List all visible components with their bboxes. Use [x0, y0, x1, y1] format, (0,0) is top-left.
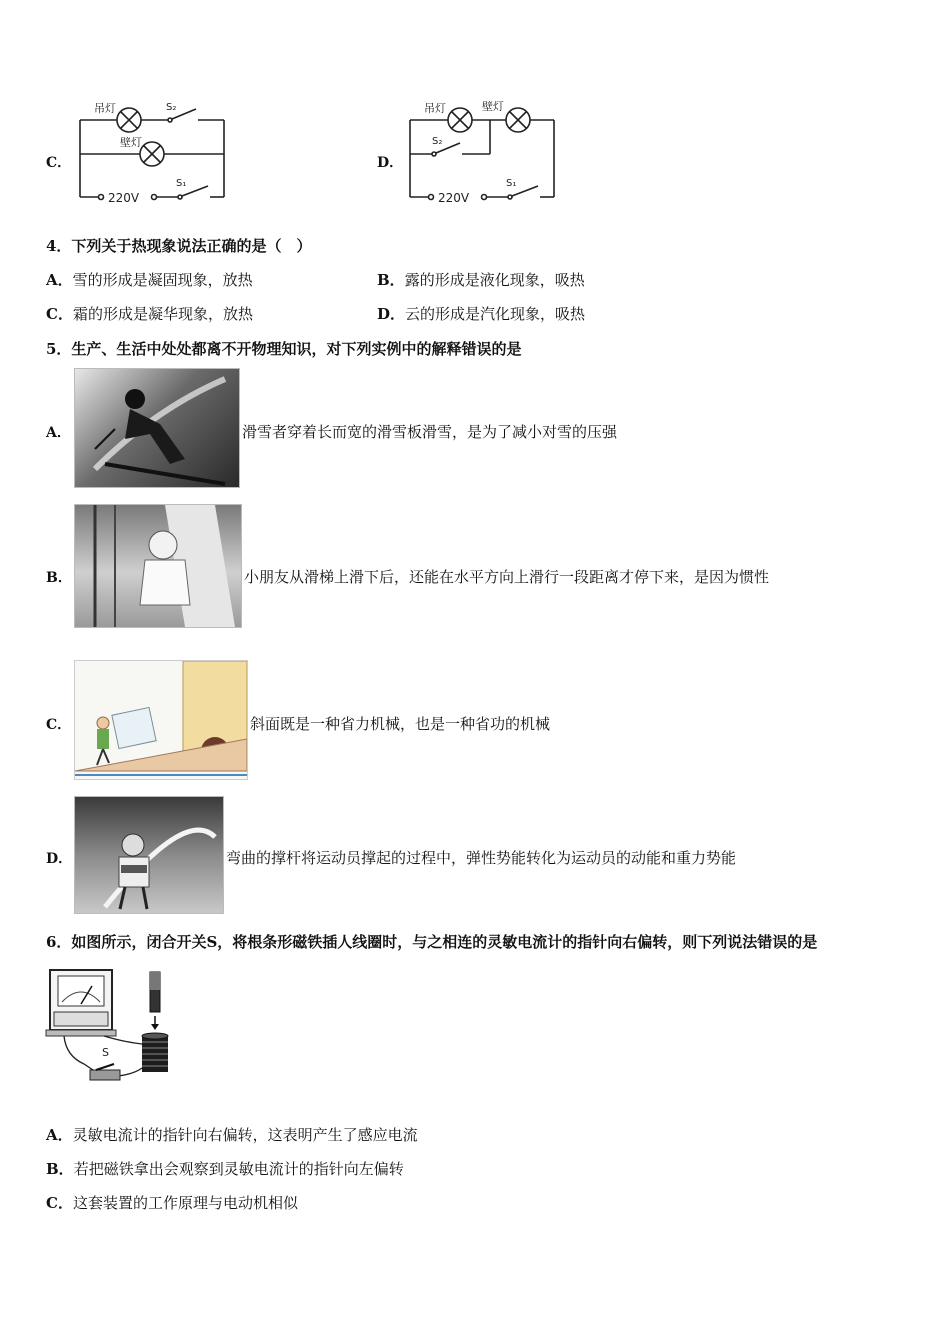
q5-option-c-text: 斜面既是一种省力机械，也是一种省功的机械	[250, 715, 551, 733]
q3c-voltage-label: 220V	[108, 191, 140, 205]
option-text: 霜的形成是凝华现象，放热	[72, 305, 253, 323]
option-letter: B．	[46, 1160, 74, 1178]
q6-induction-figure	[44, 964, 184, 1094]
option-letter: A．	[46, 1126, 73, 1144]
q4-option-b	[377, 270, 585, 290]
q3c-pendant-lamp-label: 吊灯	[94, 102, 116, 115]
q3-option-c-letter: C．	[46, 155, 72, 171]
option-text: 灵敏电流计的指针向右偏转，这表明产生了感应电流	[72, 1126, 418, 1144]
skier-photo	[74, 368, 240, 488]
q4-option-c	[46, 304, 253, 324]
q6-stem: 6．如图所示，闭合开关S，将根条形磁铁插人线圈时，与之相连的灵敏电流计的指针向右偏转，则下列说法错误的是	[46, 933, 818, 951]
q3c-wall-lamp-label: 壁灯	[120, 136, 142, 149]
q3d-pendant-lamp-label: 吊灯	[424, 102, 446, 115]
q3c-switch-s2-label: S₂	[166, 102, 177, 113]
q3d-switch-s2-label: S₂	[432, 136, 443, 147]
option-text: 这套装置的工作原理与电动机相似	[72, 1194, 298, 1212]
q5-option-d-text: 弯曲的撑杆将运动员撑起的过程中，弹性势能转化为运动员的动能和重力势能	[226, 849, 737, 867]
q3-option-d-letter: D．	[377, 155, 404, 171]
option-text: 云的形成是汽化现象，吸热	[405, 305, 586, 323]
q6-option-c	[46, 1193, 298, 1213]
option-letter: A．	[46, 271, 73, 289]
q5-stem: 5．生产、生活中处处都离不开物理知识，对下列实例中的解释错误的是	[46, 340, 522, 358]
option-letter: B．	[377, 271, 405, 289]
q4-option-a	[46, 270, 253, 290]
q3d-voltage-label: 220V	[438, 191, 470, 205]
pole-vault-photo	[74, 796, 224, 914]
q5-option-b-letter: B．	[46, 570, 72, 586]
q3c-switch-s1-label: S₁	[176, 178, 187, 189]
q3-option-d-circuit	[402, 96, 562, 208]
option-text: 若把磁铁拿出会观察到灵敏电流计的指针向左偏转	[73, 1160, 404, 1178]
q6-option-a	[46, 1125, 418, 1145]
option-letter: C．	[46, 305, 73, 323]
option-letter: D．	[377, 305, 406, 323]
q5-option-a-text: 滑雪者穿着长而宽的滑雪板滑雪，是为了减小对雪的压强	[242, 423, 618, 441]
q3d-wall-lamp-label: 壁灯	[482, 100, 504, 113]
option-letter: C．	[46, 1194, 73, 1212]
q4-option-d	[377, 304, 585, 324]
q6-switch-label: S	[102, 1046, 109, 1059]
q5-option-d-letter: D．	[46, 851, 73, 867]
q6-option-b	[46, 1159, 404, 1179]
q3d-switch-s1-label: S₁	[506, 178, 517, 189]
q5-option-a-letter: A．	[46, 425, 71, 441]
q5-option-c-letter: C．	[46, 717, 72, 733]
q4-stem: 4．下列关于热现象说法正确的是（ ）	[46, 237, 312, 255]
q5-option-b-text: 小朋友从滑梯上滑下后，还能在水平方向上滑行一段距离才停下来，是因为惯性	[244, 568, 770, 586]
incline-illustration	[74, 660, 248, 780]
slide-photo	[74, 504, 242, 628]
option-text: 雪的形成是凝固现象，放热	[72, 271, 253, 289]
q3-option-c-circuit	[72, 96, 232, 208]
option-text: 露的形成是液化现象，吸热	[404, 271, 585, 289]
